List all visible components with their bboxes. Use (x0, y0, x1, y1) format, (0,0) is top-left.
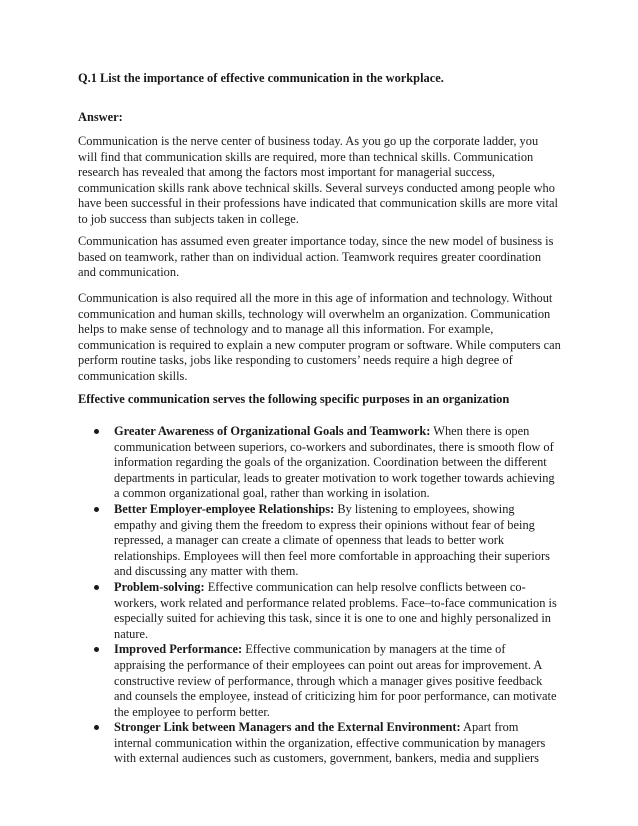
list-item: Improved Performance: Effective communication by managers at the time of appraising the performance of their employees can point out areas for improvement. A constructive review of performance, through which a manager gives positive feedback and counsels the employee, instead of criticizing him for poor performance, can motivate the employee to perform better. (78, 642, 568, 720)
answer-label: Answer: (78, 110, 123, 124)
paragraph-3: Communication is also required all the more in this age of information and technology. Without communication and human skills, technology will overwhelm an organization. Communication helps to make sense of technology and to manage all this information. For example, communication is required to explain a new computer program or software. While computers can perform routine tasks, jobs like responding to customers’ needs require a high degree of communication skills. (78, 291, 561, 383)
paragraph-2: Communication has assumed even greater importance today, since the new model of business is based on teamwork, rather than on individual action. Teamwork requires greater coordination and communication. (78, 234, 554, 280)
list-item: Stronger Link between Managers and the External Environment: Apart from internal communication within the organization, effective communication by managers with external audiences such as customers, government, bankers, media and suppliers (78, 720, 568, 767)
bullet-icon (94, 647, 99, 652)
list-item: Problem-solving: Effective communication can help resolve conflicts between co- workers, work related and performance related problems. Face–to-face communication is especially suited for achieving this task, since it is one to one and highly personalized in nature. (78, 580, 568, 642)
bullet-icon (94, 429, 99, 434)
list-item: Greater Awareness of Organizational Goals and Teamwork: When there is open communication between superiors, co-workers and subordinates, there is smooth flow of information regarding the goals of the organization. Coordination between the different departments in particular, leads to greater motivation to work together towards achieving a common organizational goal, rather than working in isolation. (78, 424, 568, 502)
purposes-list (78, 424, 568, 767)
paragraph-1: Communication is the nerve center of business today. As you go up the corporate ladder, you will find that communication skills are required, more than technical skills. Communication research has revealed that among the factors most important for managerial success, communication skills rank above technical skills. Several surveys conducted among people who have been successful in their professions have indicated that communication skills are more vital to job success than subjects taken in college. (78, 134, 558, 226)
bullet-icon (94, 725, 99, 730)
list-item: Better Employer-employee Relationships: By listening to employees, showing empathy and giving them the freedom to express their opinions without fear of being repressed, a manager can create a climate of openness that leads to better work relationships. Employees will then feel more comfortable in approaching their superiors and discussing any matter with them. (78, 502, 568, 580)
bullet-icon (94, 585, 99, 590)
purposes-heading: Effective communication serves the following specific purposes in an organization (78, 392, 510, 406)
bullet-icon (94, 507, 99, 512)
question-heading: Q.1 List the importance of effective communication in the workplace. (78, 71, 444, 85)
